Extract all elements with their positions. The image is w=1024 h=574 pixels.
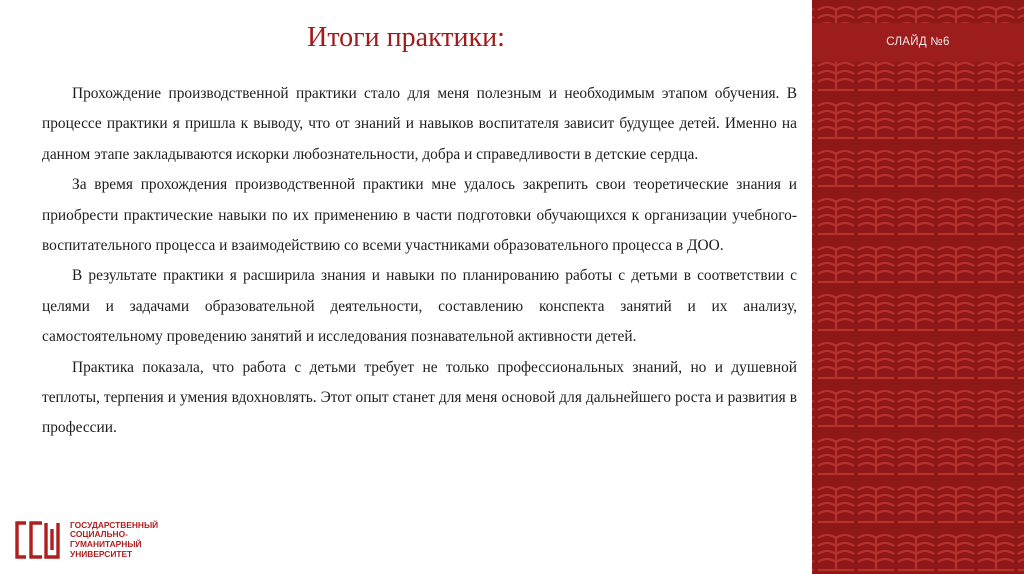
decorative-sidebar — [812, 0, 1024, 574]
university-logo — [14, 520, 158, 560]
logo-text — [70, 521, 158, 559]
logo-line-1: ГОСУДАРСТВЕННЫЙ — [70, 519, 159, 530]
logo-line-2: СОЦИАЛЬНО- — [70, 529, 128, 540]
paragraph-4: Практика показала, что работа с детьми требует не только профессиональных знаний, но и душевной теплоты, терпения и умения вдохновлять. Этот опыт станет для меня основой для дальнейшего роста и развития в профессии. — [42, 358, 797, 437]
body-text — [42, 79, 797, 444]
logo-line-4: УНИВЕРСИТЕТ — [70, 548, 133, 559]
paragraph-1: Прохождение производственной практики стало для меня полезным и необходимым этапом обучения. В процессе практики я пришла к выводу, что от знаний и навыков воспитателя зависит будущее детей. Именно на данном этапе закладываются искорки любознательности, добра и справедливости в детские сердца. — [42, 85, 797, 163]
logo-line-3: ГУМАНИТАРНЫЙ — [70, 539, 142, 549]
gsu-logo-icon — [14, 520, 62, 560]
book-pattern-icon — [812, 0, 1024, 574]
paragraph-2: За время прохождения производственной практики мне удалось закрепить свои теоретические знания и приобрести практические навыки по их применению в части подготовки обучающихся к организации учебного-воспитательного процесса и взаимодействию со всеми участниками образовательного процесса в ДОО. — [42, 176, 797, 255]
slide-number-label: СЛАЙД №6 — [812, 23, 1024, 62]
paragraph-3: В результате практики я расширила знания и навыки по планированию работы с детьми в соответствии с целями и задачами образовательной деятельности, составлению конспекта занятий и их анализу, самостоятельному проведению занятий и исследования познавательной активности детей. — [42, 267, 797, 346]
slide-title: Итоги практики: — [307, 22, 505, 53]
